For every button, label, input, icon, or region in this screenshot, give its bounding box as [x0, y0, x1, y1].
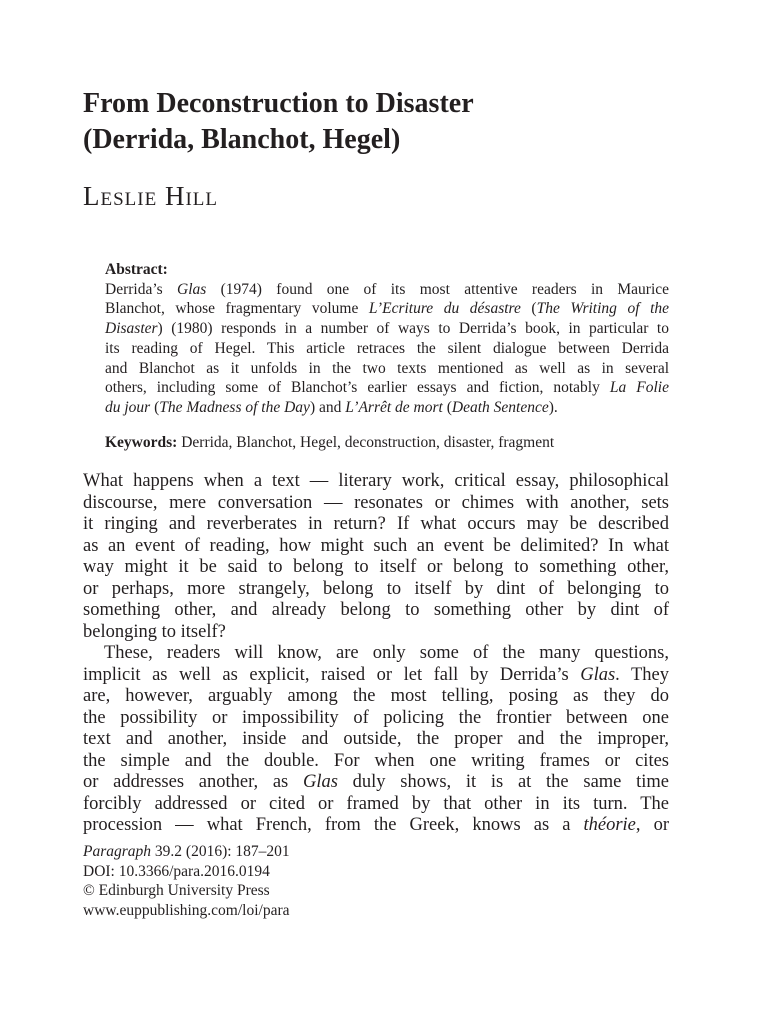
- text-run: text and another, inside and outside, the proper and the improper,: [83, 729, 669, 749]
- body-line: [83, 622, 669, 644]
- text-run: Blanchot, whose fragmentary volume: [105, 300, 369, 318]
- body-line: [83, 536, 669, 558]
- article-title: [83, 86, 703, 158]
- text-run: something other, and already belong to something other by dint of: [83, 600, 669, 620]
- abstract-line: [105, 299, 669, 319]
- body-line: [83, 772, 669, 794]
- text-run: These, readers will know, are only some of the many questions,: [104, 643, 669, 663]
- text-run: as an event of reading, how might such an event be delimited? In what: [83, 535, 669, 556]
- keywords-text: Derrida, Blanchot, Hegel, deconstruction, disaster, fragment: [177, 434, 555, 451]
- abstract-line: [105, 339, 669, 359]
- body-line: [83, 514, 669, 536]
- text-run: ) and: [309, 398, 346, 416]
- body-line: [83, 471, 669, 493]
- text-run: way might it be said to belong to itself or belong to something other,: [83, 557, 669, 577]
- body-line: [83, 493, 669, 515]
- text-run: implicit as well as explicit, raised or let fall by Derrida’s: [83, 664, 581, 685]
- abstract-heading: Abstract:: [105, 261, 168, 278]
- text-run: ).: [548, 398, 558, 416]
- text-run: (: [520, 300, 537, 318]
- text-run: or perhaps, more strangely, belong to itself by dint of belonging to: [83, 578, 669, 599]
- italic-text: du jour: [105, 398, 151, 416]
- italic-text: L’Arrêt de mort: [345, 398, 443, 416]
- abstract-line: [105, 319, 669, 339]
- body-line: [83, 643, 669, 665]
- italic-text: Glas: [302, 772, 338, 792]
- text-run: belonging to itself?: [83, 621, 226, 642]
- body-line: [83, 600, 669, 622]
- body-line: [83, 579, 669, 601]
- italic-text: Glas: [580, 664, 616, 685]
- italic-text: Disaster: [105, 320, 158, 338]
- body-line: [83, 751, 669, 773]
- body-line: [83, 815, 669, 837]
- publisher-url: www.euppublishing.com/loi/para: [83, 901, 290, 919]
- italic-text: The Madness of the Day: [159, 398, 310, 416]
- text-run: the simple and the double. For when one writing frames or cites: [83, 750, 669, 771]
- italic-text: The Writing of the: [536, 300, 670, 318]
- abstract-line: [105, 378, 669, 398]
- journal-citation: [83, 842, 290, 862]
- body-line: [83, 557, 669, 579]
- title-line-1: From Deconstruction to Disaster: [83, 88, 474, 119]
- italic-text: L’Ecriture du désastre: [368, 300, 521, 318]
- journal-name: Paragraph: [83, 843, 152, 860]
- italic-text: théorie: [583, 815, 636, 835]
- abstract-line: [105, 398, 669, 418]
- text-run: discourse, mere conversation — resonates or chimes with another, sets: [83, 492, 669, 513]
- text-run: , or: [635, 815, 669, 835]
- abstract-line: [105, 280, 669, 300]
- text-run: the possibility or impossibility of policing the frontier between one: [83, 707, 669, 728]
- doi: DOI: 10.3366/para.2016.0194: [83, 862, 270, 880]
- abstract-text: [105, 280, 669, 418]
- text-run: ) (1980) responds in a number of ways to Derrida’s book, in particular to: [157, 320, 669, 338]
- text-run: it ringing and reverberates in return? If what occurs may be described: [83, 514, 669, 534]
- text-run: its reading of Hegel. This article retraces the silent dialogue between Derrida: [105, 339, 669, 357]
- copyright: © Edinburgh University Press: [83, 882, 270, 899]
- text-run: and Blanchot as it unfolds in the two texts mentioned as well as in several: [105, 359, 669, 377]
- body-line: [83, 686, 669, 708]
- italic-text: La Folie: [609, 379, 669, 397]
- abstract-line: [105, 359, 669, 379]
- text-run: . They: [615, 664, 670, 685]
- keywords: [105, 433, 669, 453]
- text-run: What happens when a text — literary work, critical essay, philosophical: [83, 471, 669, 491]
- body-line: [83, 729, 669, 751]
- body-line: [83, 665, 669, 687]
- body-line: [83, 794, 669, 816]
- text-run: or addresses another, as: [83, 772, 303, 792]
- text-run: (: [150, 398, 160, 416]
- italic-text: Death Sentence: [451, 398, 549, 416]
- text-run: are, however, arguably among the most telling, posing as they do: [83, 686, 669, 706]
- text-run: procession — what French, from the Greek, knows as a: [83, 815, 584, 835]
- author-name: Leslie Hill: [83, 181, 218, 211]
- title-line-2: (Derrida, Blanchot, Hegel): [83, 124, 401, 155]
- italic-text: Glas: [177, 280, 207, 298]
- abstract: [105, 260, 669, 418]
- text-run: others, including some of Blanchot’s earlier essays and fiction, notably: [105, 379, 610, 397]
- text-run: Derrida’s: [105, 280, 178, 298]
- citation-footer: [83, 842, 290, 920]
- body-line: [83, 708, 669, 730]
- text-run: forcibly addressed or cited or framed by that other in its turn. The: [83, 793, 669, 814]
- text-run: (: [442, 398, 452, 416]
- article-body: [83, 471, 669, 837]
- keywords-label: Keywords:: [105, 434, 178, 451]
- text-run: duly shows, it is at the same time: [337, 772, 669, 792]
- text-run: (1974) found one of its most attentive readers in Maurice: [206, 280, 670, 298]
- volume-pages: 39.2 (2016): 187–201: [151, 843, 290, 860]
